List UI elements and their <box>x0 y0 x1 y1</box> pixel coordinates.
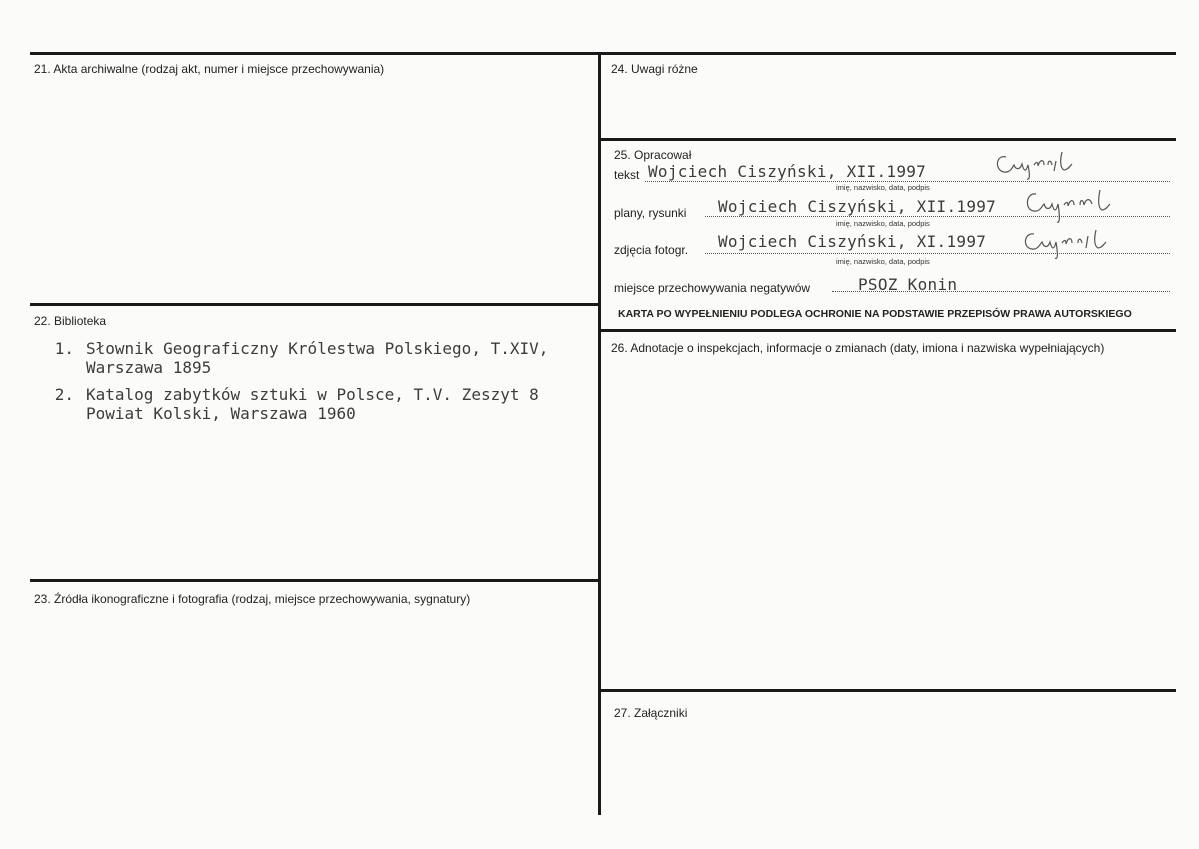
zdjecia-label: zdjęcia fotogr. <box>614 243 689 257</box>
bibliography-item-number: 1. <box>54 339 74 358</box>
zdjecia-caption: imię, nazwisko, data, podpis <box>836 257 930 266</box>
signature-icon <box>990 148 1080 182</box>
top-rule <box>30 52 1176 55</box>
section-23-label: 23. Źródła ikonograficzne i fotografia (rodzaj, miejsce przechowywania, sygnatury) <box>34 592 471 606</box>
tekst-dotted-line <box>645 181 1170 182</box>
signature-icon <box>1020 186 1120 230</box>
negatywy-label: miejsce przechowywania negatywów <box>614 281 811 295</box>
bibliography-item-line: Warszawa 1895 <box>86 358 212 377</box>
plany-caption: imię, nazwisko, data, podpis <box>836 219 930 228</box>
center-divider <box>598 52 601 815</box>
bibliography-item-text <box>74 385 539 423</box>
tekst-value: Wojciech Ciszyński, XII.1997 <box>648 162 927 181</box>
negatywy-value: PSOZ Konin <box>858 275 958 294</box>
bibliography-list <box>40 339 548 431</box>
section-22-label: 22. Biblioteka <box>34 314 107 328</box>
signature-icon <box>1018 228 1108 262</box>
bibliography-item-line: Powiat Kolski, Warszawa 1960 <box>86 404 356 423</box>
bibliography-item-text <box>74 339 548 377</box>
tekst-label: tekst <box>614 168 640 182</box>
section-24-label: 24. Uwagi różne <box>611 62 698 76</box>
section-27-label: 27. Załączniki <box>614 706 688 720</box>
tekst-caption: imię, nazwisko, data, podpis <box>836 183 930 192</box>
rule-22-23 <box>30 579 600 582</box>
section-26-label: 26. Adnotacje o inspekcjach, informacje o zmianach (daty, imiona i nazwiska wypełniających) <box>611 341 1105 355</box>
plany-value: Wojciech Ciszyński, XII.1997 <box>718 197 997 216</box>
section-25-label: 25. Opracował <box>614 148 692 162</box>
bibliography-item-number: 2. <box>54 385 74 404</box>
bibliography-item <box>40 339 548 377</box>
bibliography-item <box>40 385 548 423</box>
plany-label: plany, rysunki <box>614 206 687 220</box>
rule-26-27 <box>600 689 1176 692</box>
rule-21-22 <box>30 303 600 306</box>
rule-24-25 <box>600 138 1176 141</box>
copyright-notice: KARTA PO WYPEŁNIENIU PODLEGA OCHRONIE NA PODSTAWIE PRZEPISÓW PRAWA AUTORSKIEGO <box>618 308 1132 320</box>
rule-25-26 <box>600 329 1176 332</box>
bibliography-item-line: Katalog zabytków sztuki w Polsce, T.V. Zeszyt 8 <box>86 385 539 404</box>
section-21-label: 21. Akta archiwalne (rodzaj akt, numer i miejsce przechowywania) <box>34 62 385 76</box>
zdjecia-value: Wojciech Ciszyński, XI.1997 <box>718 232 987 251</box>
bibliography-item-line: Słownik Geograficzny Królestwa Polskiego, T.XIV, <box>86 339 549 358</box>
